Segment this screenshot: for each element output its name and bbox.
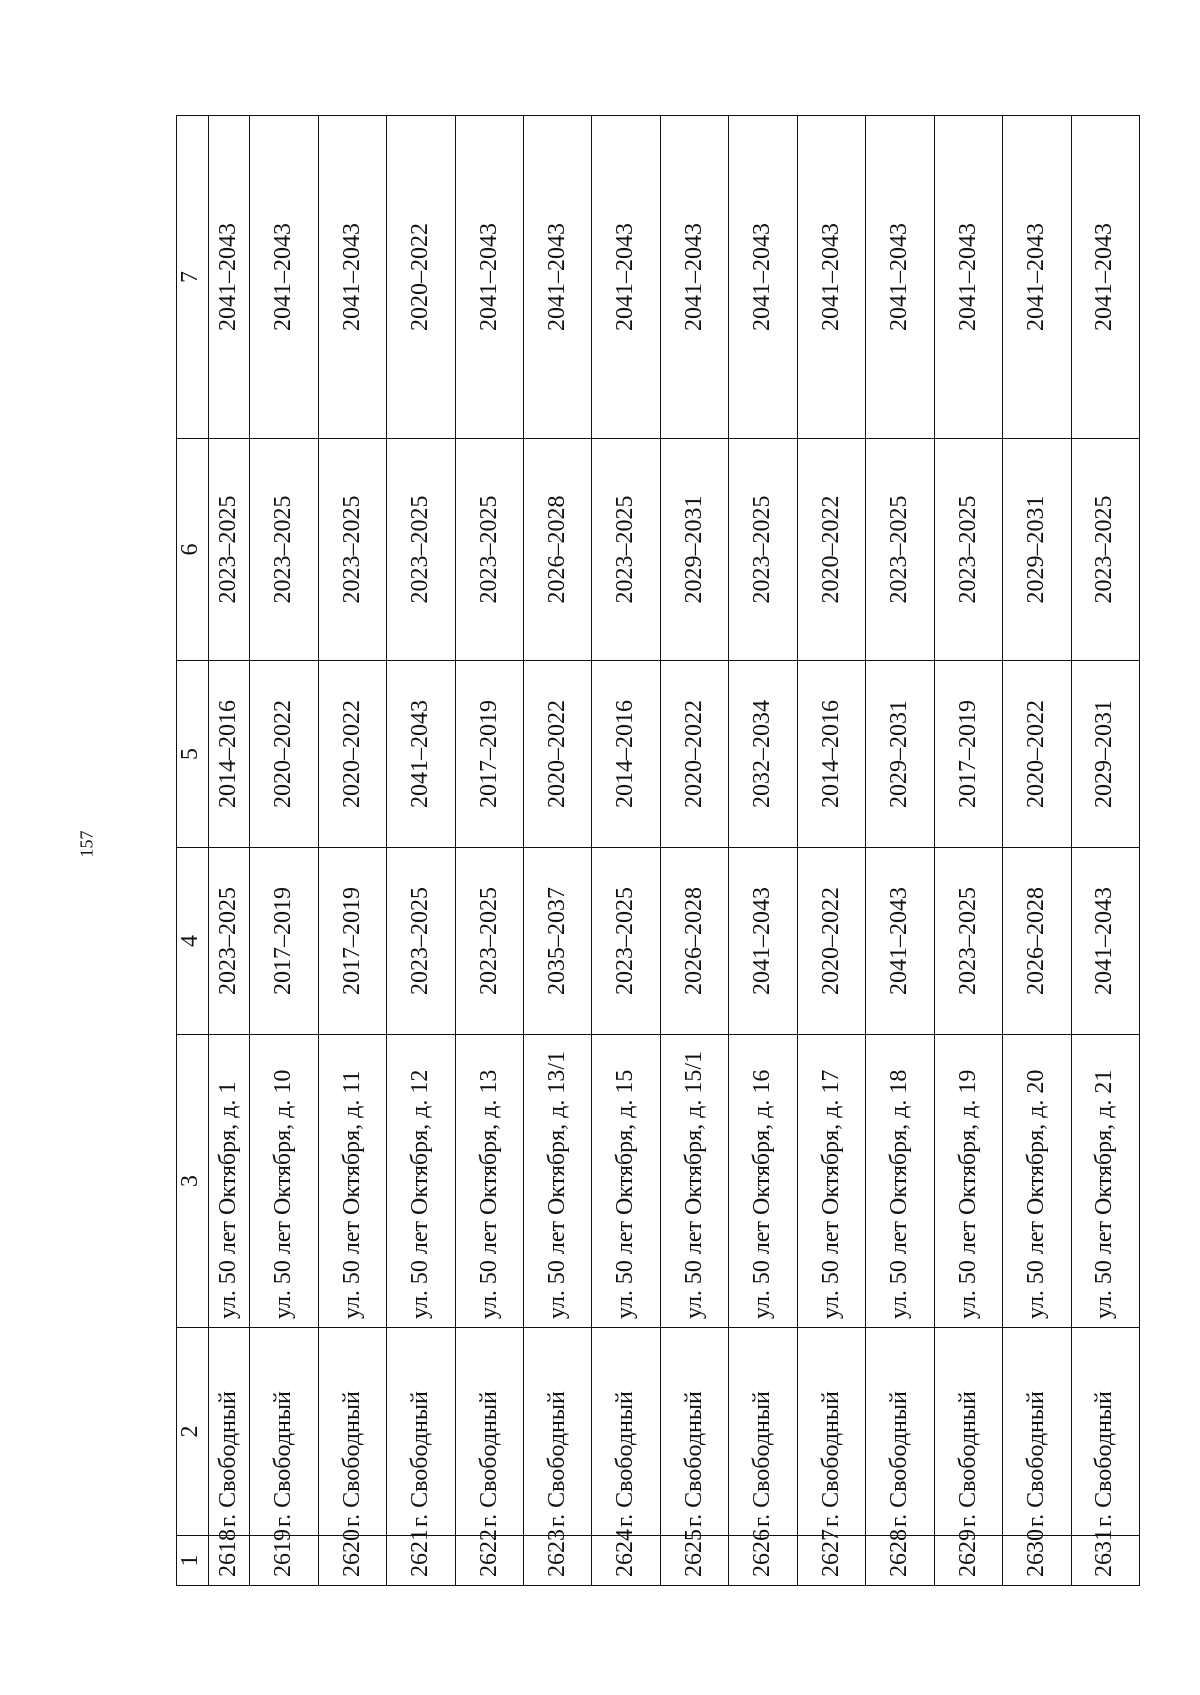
- row-number-cell: 2630: [1003, 1536, 1071, 1586]
- period-cell: 2041–2043: [934, 116, 1002, 439]
- period-cell: 2023–2025: [592, 439, 660, 661]
- city-cell: г. Свободный: [729, 1328, 797, 1536]
- table-body: [177, 116, 1140, 1586]
- row-number-cell: 2625: [660, 1536, 728, 1586]
- period-cell: 2023–2025: [209, 848, 250, 1035]
- city-cell: г. Свободный: [1071, 1328, 1139, 1536]
- period-cell: 2017–2019: [250, 848, 318, 1035]
- table-row: [866, 116, 934, 1586]
- address-cell: ул. 50 лет Октября, д. 20: [1003, 1035, 1071, 1328]
- period-cell: 2023–2025: [592, 848, 660, 1035]
- city-cell: г. Свободный: [455, 1328, 523, 1536]
- row-number-cell: 2627: [797, 1536, 865, 1586]
- row-number-cell: 2623: [524, 1536, 592, 1586]
- period-cell: 2041–2043: [250, 116, 318, 439]
- period-cell: 2023–2025: [729, 439, 797, 661]
- table-row: [387, 116, 455, 1586]
- city-cell: г. Свободный: [592, 1328, 660, 1536]
- address-cell: ул. 50 лет Октября, д. 18: [866, 1035, 934, 1328]
- period-cell: 2041–2043: [729, 848, 797, 1035]
- period-cell: 2041–2043: [455, 116, 523, 439]
- city-cell: г. Свободный: [660, 1328, 728, 1536]
- address-cell: ул. 50 лет Октября, д. 15: [592, 1035, 660, 1328]
- data-table: [176, 115, 1140, 1586]
- period-cell: 2023–2025: [318, 439, 386, 661]
- city-cell: г. Свободный: [934, 1328, 1002, 1536]
- period-cell: 2023–2025: [934, 439, 1002, 661]
- address-cell: ул. 50 лет Октября, д. 13: [455, 1035, 523, 1328]
- period-cell: 2023–2025: [387, 848, 455, 1035]
- period-cell: 2029–2031: [660, 439, 728, 661]
- city-cell: г. Свободный: [318, 1328, 386, 1536]
- address-cell: ул. 50 лет Октября, д. 11: [318, 1035, 386, 1328]
- period-cell: 2032–2034: [729, 661, 797, 848]
- period-cell: 2041–2043: [729, 116, 797, 439]
- period-cell: 2023–2025: [250, 439, 318, 661]
- row-number-cell: 2624: [592, 1536, 660, 1586]
- table-row: [934, 116, 1002, 1586]
- address-cell: ул. 50 лет Октября, д. 10: [250, 1035, 318, 1328]
- period-cell: 2041–2043: [660, 116, 728, 439]
- period-cell: 2041–2043: [797, 116, 865, 439]
- table-row: [524, 116, 592, 1586]
- period-cell: 2041–2043: [866, 116, 934, 439]
- row-number-cell: 2631: [1071, 1536, 1139, 1586]
- period-cell: 2041–2043: [592, 116, 660, 439]
- period-cell: 2020–2022: [797, 848, 865, 1035]
- period-cell: 2041–2043: [1003, 116, 1071, 439]
- table-row: [729, 116, 797, 1586]
- period-cell: 2017–2019: [934, 661, 1002, 848]
- period-cell: 2026–2028: [524, 439, 592, 661]
- period-cell: 2014–2016: [797, 661, 865, 848]
- period-cell: 2023–2025: [934, 848, 1002, 1035]
- period-cell: 2041–2043: [1071, 848, 1139, 1035]
- period-cell: 2041–2043: [524, 116, 592, 439]
- period-cell: 2026–2028: [660, 848, 728, 1035]
- table-row: [1003, 116, 1071, 1586]
- address-cell: ул. 50 лет Октября, д. 15/1: [660, 1035, 728, 1328]
- period-cell: 2020–2022: [318, 661, 386, 848]
- period-cell: 2041–2043: [209, 116, 250, 439]
- table-row: [209, 116, 250, 1586]
- header-cell: 5: [177, 661, 209, 848]
- city-cell: г. Свободный: [209, 1328, 250, 1536]
- row-number-cell: 2618: [209, 1536, 250, 1586]
- header-cell: 1: [177, 1536, 209, 1586]
- period-cell: 2041–2043: [387, 661, 455, 848]
- period-cell: 2029–2031: [866, 661, 934, 848]
- city-cell: г. Свободный: [1003, 1328, 1071, 1536]
- header-cell: 6: [177, 439, 209, 661]
- period-cell: 2020–2022: [660, 661, 728, 848]
- period-cell: 2023–2025: [866, 439, 934, 661]
- table-row: [1071, 116, 1139, 1586]
- period-cell: 2023–2025: [209, 439, 250, 661]
- row-number-cell: 2629: [934, 1536, 1002, 1586]
- city-cell: г. Свободный: [250, 1328, 318, 1536]
- page-number: 157: [76, 830, 97, 858]
- period-cell: 2041–2043: [866, 848, 934, 1035]
- header-cell: 4: [177, 848, 209, 1035]
- row-number-cell: 2619: [250, 1536, 318, 1586]
- address-cell: ул. 50 лет Октября, д. 1: [209, 1035, 250, 1328]
- table-row: [592, 116, 660, 1586]
- period-cell: 2023–2025: [455, 439, 523, 661]
- table-wrapper: [176, 116, 1140, 1586]
- row-number-cell: 2628: [866, 1536, 934, 1586]
- row-number-cell: 2620: [318, 1536, 386, 1586]
- period-cell: 2017–2019: [455, 661, 523, 848]
- address-cell: ул. 50 лет Октября, д. 19: [934, 1035, 1002, 1328]
- period-cell: 2041–2043: [1071, 116, 1139, 439]
- header-cell: 7: [177, 116, 209, 439]
- address-cell: ул. 50 лет Октября, д. 21: [1071, 1035, 1139, 1328]
- city-cell: г. Свободный: [866, 1328, 934, 1536]
- address-cell: ул. 50 лет Октября, д. 17: [797, 1035, 865, 1328]
- period-cell: 2017–2019: [318, 848, 386, 1035]
- header-cell: 3: [177, 1035, 209, 1328]
- table-row: [318, 116, 386, 1586]
- city-cell: г. Свободный: [797, 1328, 865, 1536]
- period-cell: 2014–2016: [592, 661, 660, 848]
- header-row: [177, 116, 209, 1586]
- address-cell: ул. 50 лет Октября, д. 12: [387, 1035, 455, 1328]
- period-cell: 2029–2031: [1071, 661, 1139, 848]
- period-cell: 2020–2022: [797, 439, 865, 661]
- period-cell: 2023–2025: [455, 848, 523, 1035]
- period-cell: 2029–2031: [1003, 439, 1071, 661]
- city-cell: г. Свободный: [387, 1328, 455, 1536]
- address-cell: ул. 50 лет Октября, д. 13/1: [524, 1035, 592, 1328]
- header-cell: 2: [177, 1328, 209, 1536]
- table-row: [797, 116, 865, 1586]
- period-cell: 2026–2028: [1003, 848, 1071, 1035]
- period-cell: 2023–2025: [387, 439, 455, 661]
- period-cell: 2041–2043: [318, 116, 386, 439]
- period-cell: 2014–2016: [209, 661, 250, 848]
- row-number-cell: 2622: [455, 1536, 523, 1586]
- table-row: [660, 116, 728, 1586]
- period-cell: 2020–2022: [387, 116, 455, 439]
- table-row: [455, 116, 523, 1586]
- period-cell: 2023–2025: [1071, 439, 1139, 661]
- address-cell: ул. 50 лет Октября, д. 16: [729, 1035, 797, 1328]
- city-cell: г. Свободный: [524, 1328, 592, 1536]
- table-row: [250, 116, 318, 1586]
- period-cell: 2020–2022: [1003, 661, 1071, 848]
- period-cell: 2020–2022: [250, 661, 318, 848]
- period-cell: 2035–2037: [524, 848, 592, 1035]
- row-number-cell: 2626: [729, 1536, 797, 1586]
- period-cell: 2020–2022: [524, 661, 592, 848]
- row-number-cell: 2621: [387, 1536, 455, 1586]
